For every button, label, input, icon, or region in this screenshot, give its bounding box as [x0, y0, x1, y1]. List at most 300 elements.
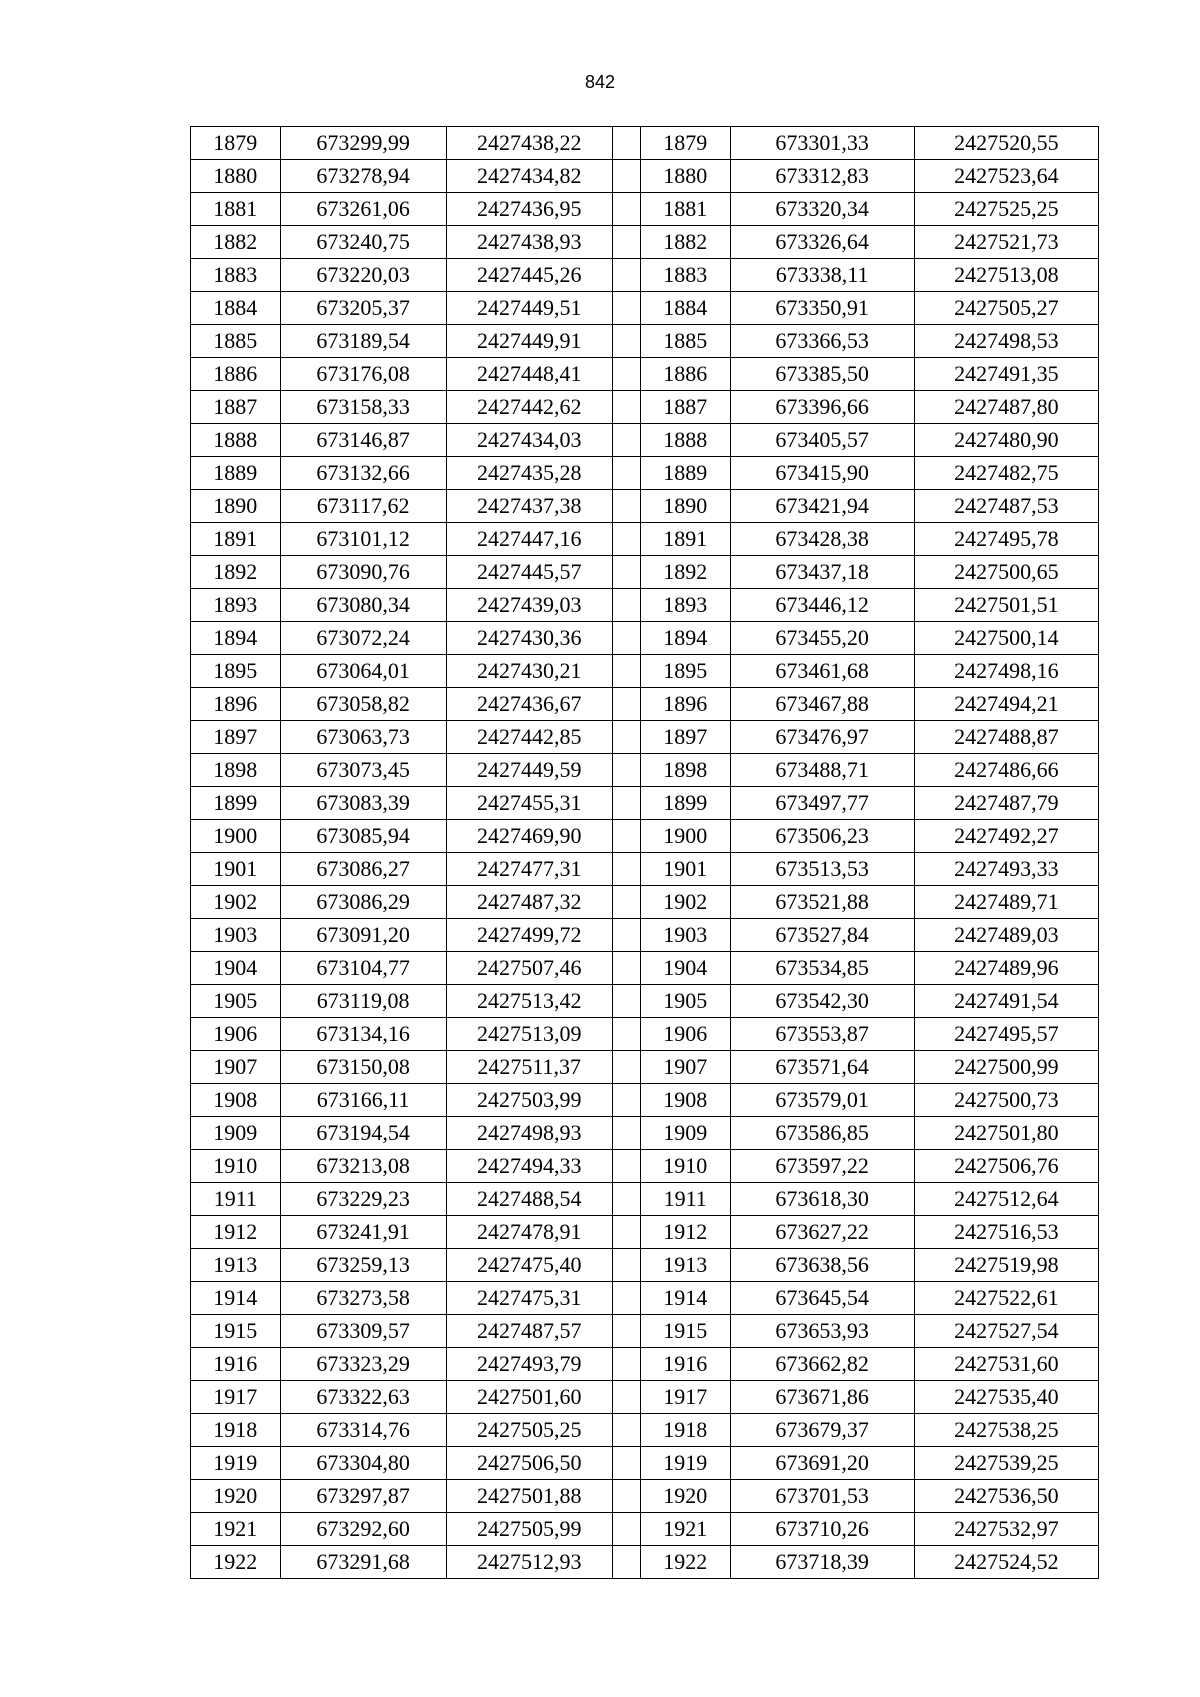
left-y-coordinate-cell: 2427434,03: [446, 424, 612, 457]
right-x-coordinate-cell: 673679,37: [730, 1414, 914, 1447]
right-x-coordinate-cell: 673691,20: [730, 1447, 914, 1480]
left-y-coordinate-cell: 2427475,31: [446, 1282, 612, 1315]
left-y-coordinate-cell: 2427449,59: [446, 754, 612, 787]
spacer-cell: [612, 721, 640, 754]
right-point-number-cell: 1899: [640, 787, 730, 820]
right-y-coordinate-cell: 2427505,27: [914, 292, 1098, 325]
left-x-coordinate-cell: 673261,06: [280, 193, 446, 226]
left-x-coordinate-cell: 673072,24: [280, 622, 446, 655]
right-y-coordinate-cell: 2427538,25: [914, 1414, 1098, 1447]
right-x-coordinate-cell: 673421,94: [730, 490, 914, 523]
left-point-number-cell: 1889: [191, 457, 281, 490]
left-point-number-cell: 1893: [191, 589, 281, 622]
table-row: [191, 886, 1099, 919]
table-row: [191, 820, 1099, 853]
left-y-coordinate-cell: 2427438,22: [446, 127, 612, 160]
right-x-coordinate-cell: 673521,88: [730, 886, 914, 919]
right-x-coordinate-cell: 673350,91: [730, 292, 914, 325]
right-x-coordinate-cell: 673476,97: [730, 721, 914, 754]
right-x-coordinate-cell: 673627,22: [730, 1216, 914, 1249]
table-row: [191, 1546, 1099, 1579]
right-x-coordinate-cell: 673513,53: [730, 853, 914, 886]
spacer-cell: [612, 259, 640, 292]
left-x-coordinate-cell: 673273,58: [280, 1282, 446, 1315]
right-x-coordinate-cell: 673527,84: [730, 919, 914, 952]
right-point-number-cell: 1902: [640, 886, 730, 919]
right-y-coordinate-cell: 2427539,25: [914, 1447, 1098, 1480]
left-x-coordinate-cell: 673297,87: [280, 1480, 446, 1513]
left-point-number-cell: 1909: [191, 1117, 281, 1150]
left-y-coordinate-cell: 2427512,93: [446, 1546, 612, 1579]
right-x-coordinate-cell: 673597,22: [730, 1150, 914, 1183]
left-point-number-cell: 1904: [191, 952, 281, 985]
right-y-coordinate-cell: 2427489,03: [914, 919, 1098, 952]
left-y-coordinate-cell: 2427477,31: [446, 853, 612, 886]
table-row: [191, 1282, 1099, 1315]
right-x-coordinate-cell: 673405,57: [730, 424, 914, 457]
spacer-cell: [612, 325, 640, 358]
right-y-coordinate-cell: 2427519,98: [914, 1249, 1098, 1282]
right-x-coordinate-cell: 673618,30: [730, 1183, 914, 1216]
left-x-coordinate-cell: 673134,16: [280, 1018, 446, 1051]
right-y-coordinate-cell: 2427493,33: [914, 853, 1098, 886]
table-row: [191, 1348, 1099, 1381]
table-row: [191, 1183, 1099, 1216]
right-point-number-cell: 1907: [640, 1051, 730, 1084]
table-row: [191, 754, 1099, 787]
left-x-coordinate-cell: 673304,80: [280, 1447, 446, 1480]
spacer-cell: [612, 655, 640, 688]
left-point-number-cell: 1907: [191, 1051, 281, 1084]
right-point-number-cell: 1917: [640, 1381, 730, 1414]
table-row: [191, 853, 1099, 886]
spacer-cell: [612, 1018, 640, 1051]
spacer-cell: [612, 358, 640, 391]
table-row: [191, 127, 1099, 160]
left-point-number-cell: 1892: [191, 556, 281, 589]
right-y-coordinate-cell: 2427487,80: [914, 391, 1098, 424]
right-point-number-cell: 1909: [640, 1117, 730, 1150]
left-point-number-cell: 1894: [191, 622, 281, 655]
right-x-coordinate-cell: 673437,18: [730, 556, 914, 589]
spacer-cell: [612, 688, 640, 721]
table-row: [191, 556, 1099, 589]
left-y-coordinate-cell: 2427442,85: [446, 721, 612, 754]
right-point-number-cell: 1903: [640, 919, 730, 952]
right-x-coordinate-cell: 673415,90: [730, 457, 914, 490]
left-y-coordinate-cell: 2427448,41: [446, 358, 612, 391]
table-row: [191, 1216, 1099, 1249]
right-y-coordinate-cell: 2427522,61: [914, 1282, 1098, 1315]
spacer-cell: [612, 952, 640, 985]
right-x-coordinate-cell: 673542,30: [730, 985, 914, 1018]
right-x-coordinate-cell: 673455,20: [730, 622, 914, 655]
right-y-coordinate-cell: 2427525,25: [914, 193, 1098, 226]
left-point-number-cell: 1908: [191, 1084, 281, 1117]
left-y-coordinate-cell: 2427499,72: [446, 919, 612, 952]
table-row: [191, 391, 1099, 424]
spacer-cell: [612, 127, 640, 160]
right-y-coordinate-cell: 2427482,75: [914, 457, 1098, 490]
right-y-coordinate-cell: 2427487,53: [914, 490, 1098, 523]
table-row: [191, 952, 1099, 985]
spacer-cell: [612, 193, 640, 226]
left-point-number-cell: 1911: [191, 1183, 281, 1216]
left-point-number-cell: 1905: [191, 985, 281, 1018]
right-y-coordinate-cell: 2427535,40: [914, 1381, 1098, 1414]
left-x-coordinate-cell: 673101,12: [280, 523, 446, 556]
right-point-number-cell: 1916: [640, 1348, 730, 1381]
left-x-coordinate-cell: 673158,33: [280, 391, 446, 424]
spacer-cell: [612, 1084, 640, 1117]
left-point-number-cell: 1913: [191, 1249, 281, 1282]
right-x-coordinate-cell: 673366,53: [730, 325, 914, 358]
left-point-number-cell: 1919: [191, 1447, 281, 1480]
table-row: [191, 226, 1099, 259]
left-x-coordinate-cell: 673240,75: [280, 226, 446, 259]
left-x-coordinate-cell: 673291,68: [280, 1546, 446, 1579]
right-point-number-cell: 1906: [640, 1018, 730, 1051]
right-x-coordinate-cell: 673320,34: [730, 193, 914, 226]
left-y-coordinate-cell: 2427447,16: [446, 523, 612, 556]
right-y-coordinate-cell: 2427501,51: [914, 589, 1098, 622]
table-row: [191, 1381, 1099, 1414]
right-point-number-cell: 1892: [640, 556, 730, 589]
left-y-coordinate-cell: 2427487,57: [446, 1315, 612, 1348]
right-y-coordinate-cell: 2427480,90: [914, 424, 1098, 457]
spacer-cell: [612, 919, 640, 952]
left-y-coordinate-cell: 2427455,31: [446, 787, 612, 820]
table-row: [191, 1480, 1099, 1513]
table-row: [191, 490, 1099, 523]
left-x-coordinate-cell: 673259,13: [280, 1249, 446, 1282]
left-y-coordinate-cell: 2427505,25: [446, 1414, 612, 1447]
table-row: [191, 655, 1099, 688]
right-point-number-cell: 1893: [640, 589, 730, 622]
spacer-cell: [612, 292, 640, 325]
left-y-coordinate-cell: 2427435,28: [446, 457, 612, 490]
right-y-coordinate-cell: 2427521,73: [914, 226, 1098, 259]
right-y-coordinate-cell: 2427527,54: [914, 1315, 1098, 1348]
table-row: [191, 787, 1099, 820]
right-y-coordinate-cell: 2427494,21: [914, 688, 1098, 721]
spacer-cell: [612, 589, 640, 622]
left-point-number-cell: 1884: [191, 292, 281, 325]
right-y-coordinate-cell: 2427524,52: [914, 1546, 1098, 1579]
spacer-cell: [612, 1447, 640, 1480]
right-point-number-cell: 1911: [640, 1183, 730, 1216]
right-x-coordinate-cell: 673461,68: [730, 655, 914, 688]
left-point-number-cell: 1891: [191, 523, 281, 556]
right-x-coordinate-cell: 673662,82: [730, 1348, 914, 1381]
right-y-coordinate-cell: 2427500,65: [914, 556, 1098, 589]
table-row: [191, 1414, 1099, 1447]
left-x-coordinate-cell: 673063,73: [280, 721, 446, 754]
right-y-coordinate-cell: 2427516,53: [914, 1216, 1098, 1249]
left-point-number-cell: 1885: [191, 325, 281, 358]
spacer-cell: [612, 1282, 640, 1315]
coordinates-table-body: [191, 127, 1099, 1579]
right-point-number-cell: 1894: [640, 622, 730, 655]
left-x-coordinate-cell: 673323,29: [280, 1348, 446, 1381]
right-y-coordinate-cell: 2427513,08: [914, 259, 1098, 292]
left-y-coordinate-cell: 2427503,99: [446, 1084, 612, 1117]
right-y-coordinate-cell: 2427500,73: [914, 1084, 1098, 1117]
left-y-coordinate-cell: 2427505,99: [446, 1513, 612, 1546]
left-x-coordinate-cell: 673146,87: [280, 424, 446, 457]
table-row: [191, 358, 1099, 391]
left-x-coordinate-cell: 673229,23: [280, 1183, 446, 1216]
right-x-coordinate-cell: 673553,87: [730, 1018, 914, 1051]
left-point-number-cell: 1879: [191, 127, 281, 160]
spacer-cell: [612, 754, 640, 787]
left-y-coordinate-cell: 2427469,90: [446, 820, 612, 853]
right-y-coordinate-cell: 2427486,66: [914, 754, 1098, 787]
left-x-coordinate-cell: 673119,08: [280, 985, 446, 1018]
right-point-number-cell: 1922: [640, 1546, 730, 1579]
left-x-coordinate-cell: 673166,11: [280, 1084, 446, 1117]
right-y-coordinate-cell: 2427489,71: [914, 886, 1098, 919]
right-point-number-cell: 1914: [640, 1282, 730, 1315]
table-row: [191, 1315, 1099, 1348]
left-x-coordinate-cell: 673292,60: [280, 1513, 446, 1546]
right-x-coordinate-cell: 673326,64: [730, 226, 914, 259]
right-y-coordinate-cell: 2427498,16: [914, 655, 1098, 688]
left-x-coordinate-cell: 673080,34: [280, 589, 446, 622]
spacer-cell: [612, 1249, 640, 1282]
left-point-number-cell: 1890: [191, 490, 281, 523]
spacer-cell: [612, 1117, 640, 1150]
right-y-coordinate-cell: 2427512,64: [914, 1183, 1098, 1216]
spacer-cell: [612, 886, 640, 919]
left-point-number-cell: 1918: [191, 1414, 281, 1447]
left-x-coordinate-cell: 673073,45: [280, 754, 446, 787]
left-point-number-cell: 1886: [191, 358, 281, 391]
right-y-coordinate-cell: 2427488,87: [914, 721, 1098, 754]
left-y-coordinate-cell: 2427501,88: [446, 1480, 612, 1513]
right-point-number-cell: 1900: [640, 820, 730, 853]
left-y-coordinate-cell: 2427445,26: [446, 259, 612, 292]
left-point-number-cell: 1903: [191, 919, 281, 952]
left-y-coordinate-cell: 2427513,09: [446, 1018, 612, 1051]
spacer-cell: [612, 1348, 640, 1381]
left-point-number-cell: 1921: [191, 1513, 281, 1546]
spacer-cell: [612, 226, 640, 259]
left-point-number-cell: 1910: [191, 1150, 281, 1183]
right-point-number-cell: 1887: [640, 391, 730, 424]
left-point-number-cell: 1898: [191, 754, 281, 787]
left-y-coordinate-cell: 2427434,82: [446, 160, 612, 193]
left-point-number-cell: 1888: [191, 424, 281, 457]
right-point-number-cell: 1898: [640, 754, 730, 787]
right-point-number-cell: 1921: [640, 1513, 730, 1546]
left-x-coordinate-cell: 673083,39: [280, 787, 446, 820]
page-number: 842: [584, 72, 616, 92]
left-y-coordinate-cell: 2427475,40: [446, 1249, 612, 1282]
right-x-coordinate-cell: 673534,85: [730, 952, 914, 985]
left-point-number-cell: 1895: [191, 655, 281, 688]
spacer-cell: [612, 853, 640, 886]
right-x-coordinate-cell: 673396,66: [730, 391, 914, 424]
table-row: [191, 292, 1099, 325]
right-y-coordinate-cell: 2427506,76: [914, 1150, 1098, 1183]
left-y-coordinate-cell: 2427449,51: [446, 292, 612, 325]
right-x-coordinate-cell: 673671,86: [730, 1381, 914, 1414]
spacer-cell: [612, 1051, 640, 1084]
left-y-coordinate-cell: 2427430,36: [446, 622, 612, 655]
left-point-number-cell: 1896: [191, 688, 281, 721]
left-x-coordinate-cell: 673104,77: [280, 952, 446, 985]
spacer-cell: [612, 391, 640, 424]
left-y-coordinate-cell: 2427430,21: [446, 655, 612, 688]
right-y-coordinate-cell: 2427495,78: [914, 523, 1098, 556]
left-y-coordinate-cell: 2427498,93: [446, 1117, 612, 1150]
left-x-coordinate-cell: 673086,27: [280, 853, 446, 886]
spacer-cell: [612, 1480, 640, 1513]
left-point-number-cell: 1922: [191, 1546, 281, 1579]
right-point-number-cell: 1884: [640, 292, 730, 325]
table-row: [191, 259, 1099, 292]
left-y-coordinate-cell: 2427511,37: [446, 1051, 612, 1084]
left-y-coordinate-cell: 2427442,62: [446, 391, 612, 424]
left-x-coordinate-cell: 673091,20: [280, 919, 446, 952]
table-row: [191, 1513, 1099, 1546]
left-x-coordinate-cell: 673176,08: [280, 358, 446, 391]
left-x-coordinate-cell: 673150,08: [280, 1051, 446, 1084]
left-point-number-cell: 1899: [191, 787, 281, 820]
right-y-coordinate-cell: 2427489,96: [914, 952, 1098, 985]
right-y-coordinate-cell: 2427491,35: [914, 358, 1098, 391]
right-y-coordinate-cell: 2427536,50: [914, 1480, 1098, 1513]
left-x-coordinate-cell: 673132,66: [280, 457, 446, 490]
right-x-coordinate-cell: 673301,33: [730, 127, 914, 160]
table-row: [191, 1018, 1099, 1051]
table-row: [191, 523, 1099, 556]
left-x-coordinate-cell: 673205,37: [280, 292, 446, 325]
right-point-number-cell: 1919: [640, 1447, 730, 1480]
right-y-coordinate-cell: 2427487,79: [914, 787, 1098, 820]
right-point-number-cell: 1913: [640, 1249, 730, 1282]
left-point-number-cell: 1897: [191, 721, 281, 754]
spacer-cell: [612, 820, 640, 853]
right-y-coordinate-cell: 2427492,27: [914, 820, 1098, 853]
left-y-coordinate-cell: 2427487,32: [446, 886, 612, 919]
right-point-number-cell: 1908: [640, 1084, 730, 1117]
left-point-number-cell: 1902: [191, 886, 281, 919]
right-point-number-cell: 1910: [640, 1150, 730, 1183]
right-y-coordinate-cell: 2427520,55: [914, 127, 1098, 160]
coordinates-table: [190, 126, 1099, 1579]
right-x-coordinate-cell: 673428,38: [730, 523, 914, 556]
right-x-coordinate-cell: 673571,64: [730, 1051, 914, 1084]
right-point-number-cell: 1912: [640, 1216, 730, 1249]
right-y-coordinate-cell: 2427532,97: [914, 1513, 1098, 1546]
table-row: [191, 1051, 1099, 1084]
left-point-number-cell: 1914: [191, 1282, 281, 1315]
right-point-number-cell: 1888: [640, 424, 730, 457]
table-row: [191, 622, 1099, 655]
table-row: [191, 1447, 1099, 1480]
right-point-number-cell: 1896: [640, 688, 730, 721]
table-row: [191, 985, 1099, 1018]
table-row: [191, 457, 1099, 490]
left-point-number-cell: 1880: [191, 160, 281, 193]
table-row: [191, 193, 1099, 226]
left-y-coordinate-cell: 2427507,46: [446, 952, 612, 985]
right-point-number-cell: 1915: [640, 1315, 730, 1348]
right-x-coordinate-cell: 673710,26: [730, 1513, 914, 1546]
right-point-number-cell: 1905: [640, 985, 730, 1018]
right-y-coordinate-cell: 2427523,64: [914, 160, 1098, 193]
right-x-coordinate-cell: 673653,93: [730, 1315, 914, 1348]
spacer-cell: [612, 424, 640, 457]
table-row: [191, 424, 1099, 457]
right-x-coordinate-cell: 673385,50: [730, 358, 914, 391]
table-row: [191, 721, 1099, 754]
left-x-coordinate-cell: 673117,62: [280, 490, 446, 523]
spacer-cell: [612, 523, 640, 556]
right-y-coordinate-cell: 2427495,57: [914, 1018, 1098, 1051]
left-y-coordinate-cell: 2427478,91: [446, 1216, 612, 1249]
right-y-coordinate-cell: 2427500,99: [914, 1051, 1098, 1084]
left-x-coordinate-cell: 673309,57: [280, 1315, 446, 1348]
left-y-coordinate-cell: 2427439,03: [446, 589, 612, 622]
left-x-coordinate-cell: 673085,94: [280, 820, 446, 853]
right-point-number-cell: 1890: [640, 490, 730, 523]
right-x-coordinate-cell: 673638,56: [730, 1249, 914, 1282]
left-x-coordinate-cell: 673241,91: [280, 1216, 446, 1249]
left-point-number-cell: 1882: [191, 226, 281, 259]
left-x-coordinate-cell: 673194,54: [280, 1117, 446, 1150]
right-x-coordinate-cell: 673586,85: [730, 1117, 914, 1150]
spacer-cell: [612, 1381, 640, 1414]
right-point-number-cell: 1883: [640, 259, 730, 292]
table-row: [191, 1150, 1099, 1183]
left-y-coordinate-cell: 2427501,60: [446, 1381, 612, 1414]
left-y-coordinate-cell: 2427445,57: [446, 556, 612, 589]
spacer-cell: [612, 490, 640, 523]
left-point-number-cell: 1912: [191, 1216, 281, 1249]
right-point-number-cell: 1889: [640, 457, 730, 490]
right-point-number-cell: 1880: [640, 160, 730, 193]
left-y-coordinate-cell: 2427437,38: [446, 490, 612, 523]
left-x-coordinate-cell: 673058,82: [280, 688, 446, 721]
left-x-coordinate-cell: 673213,08: [280, 1150, 446, 1183]
spacer-cell: [612, 1513, 640, 1546]
right-y-coordinate-cell: 2427531,60: [914, 1348, 1098, 1381]
right-point-number-cell: 1918: [640, 1414, 730, 1447]
right-point-number-cell: 1886: [640, 358, 730, 391]
left-x-coordinate-cell: 673278,94: [280, 160, 446, 193]
table-row: [191, 1249, 1099, 1282]
left-point-number-cell: 1901: [191, 853, 281, 886]
left-point-number-cell: 1917: [191, 1381, 281, 1414]
left-point-number-cell: 1916: [191, 1348, 281, 1381]
left-y-coordinate-cell: 2427438,93: [446, 226, 612, 259]
spacer-cell: [612, 1414, 640, 1447]
left-point-number-cell: 1881: [191, 193, 281, 226]
right-x-coordinate-cell: 673312,83: [730, 160, 914, 193]
table-row: [191, 919, 1099, 952]
left-point-number-cell: 1883: [191, 259, 281, 292]
right-point-number-cell: 1881: [640, 193, 730, 226]
left-y-coordinate-cell: 2427513,42: [446, 985, 612, 1018]
left-y-coordinate-cell: 2427436,67: [446, 688, 612, 721]
spacer-cell: [612, 1150, 640, 1183]
spacer-cell: [612, 1183, 640, 1216]
left-point-number-cell: 1920: [191, 1480, 281, 1513]
spacer-cell: [612, 1546, 640, 1579]
